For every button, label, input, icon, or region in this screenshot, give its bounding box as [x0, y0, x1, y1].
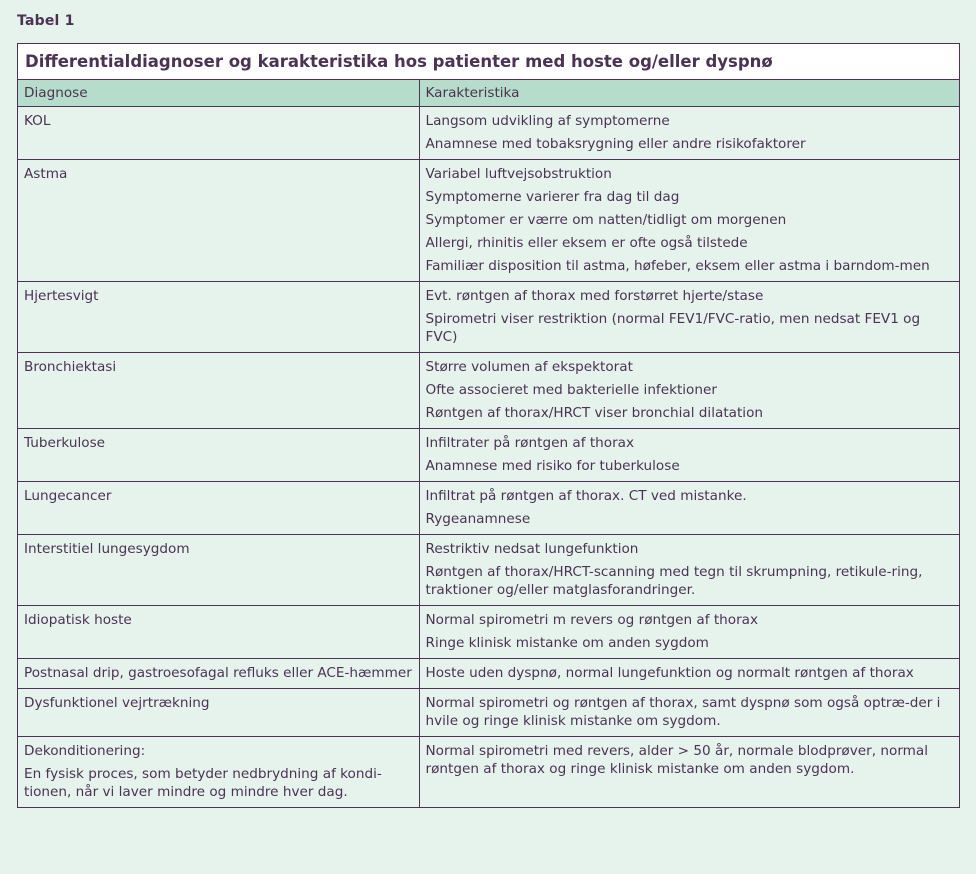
diagnose-cell	[18, 689, 419, 737]
table-row	[18, 659, 959, 689]
diagnose-cell	[18, 160, 419, 282]
table-row	[18, 482, 959, 535]
diagnose-name: Hjertesvigt	[24, 288, 99, 304]
karakteristika-cell	[419, 606, 959, 659]
diagnose-description: En fysisk proces, som betyder nedbrydning af kondi-tionen, når vi laver mindre og mindre hver dag.	[24, 766, 382, 800]
table-row	[18, 689, 959, 737]
diagnose-name: Lungecancer	[24, 488, 112, 504]
diagnose-name: Interstitiel lungesygdom	[24, 541, 190, 557]
karakteristika-item: Restriktiv nedsat lungefunktion	[425, 541, 639, 557]
diagnose-cell	[18, 429, 419, 482]
column-header-diagnose: Diagnose	[18, 80, 419, 107]
table-label: Tabel 1	[17, 13, 75, 29]
karakteristika-cell	[419, 482, 959, 535]
column-header-karakteristika: Karakteristika	[419, 80, 959, 107]
diagnose-name: Postnasal drip, gastroesofagal refluks eller ACE-hæmmer	[24, 665, 412, 681]
karakteristika-item: Variabel luftvejsobstruktion	[425, 166, 612, 182]
diagnose-name: Bronchiektasi	[24, 359, 117, 375]
karakteristika-cell	[419, 659, 959, 689]
diagnose-cell	[18, 353, 419, 429]
diagnose-name: Tuberkulose	[24, 435, 106, 451]
karakteristika-item: Normal spirometri og røntgen af thorax, samt dyspnø som også optræ-der i hvile og ringe klinisk mistanke om sygdom.	[425, 695, 941, 729]
diagnose-cell	[18, 282, 419, 353]
table-row	[18, 737, 959, 808]
diagnose-cell	[18, 535, 419, 606]
karakteristika-item: Ringe klinisk mistanke om anden sygdom	[425, 635, 709, 651]
karakteristika-item: Langsom udvikling af symptomerne	[425, 113, 670, 129]
karakteristika-item: Normal spirometri med revers, alder > 50 år, normale blodprøver, normal røntgen af thorax og ringe klinisk mistanke om anden sygdom.	[425, 743, 929, 777]
karakteristika-item: Røntgen af thorax/HRCT viser bronchial dilatation	[425, 405, 764, 421]
karakteristika-cell	[419, 535, 959, 606]
karakteristika-item: Infiltrat på røntgen af thorax. CT ved mistanke.	[425, 488, 747, 504]
table-row	[18, 535, 959, 606]
karakteristika-item: Hoste uden dyspnø, normal lungefunktion og normalt røntgen af thorax	[425, 665, 914, 681]
table-row	[18, 160, 959, 282]
karakteristika-item: Spirometri viser restriktion (normal FEV1/FVC-ratio, men nedsat FEV1 og FVC)	[425, 311, 921, 345]
diagnose-cell	[18, 606, 419, 659]
karakteristika-item: Ofte associeret med bakterielle infektioner	[425, 382, 717, 398]
karakteristika-cell	[419, 737, 959, 808]
karakteristika-item: Infiltrater på røntgen af thorax	[425, 435, 635, 451]
karakteristika-cell	[419, 353, 959, 429]
karakteristika-cell	[419, 429, 959, 482]
karakteristika-cell	[419, 689, 959, 737]
header-row	[18, 80, 959, 107]
diagnose-name: Idiopatisk hoste	[24, 612, 132, 628]
differential-diagnosis-table	[17, 43, 960, 808]
karakteristika-item: Evt. røntgen af thorax med forstørret hjerte/stase	[425, 288, 764, 304]
diagnose-name: Dekonditionering:	[24, 743, 146, 759]
karakteristika-item: Normal spirometri m revers og røntgen af thorax	[425, 612, 759, 628]
table-row	[18, 107, 959, 160]
karakteristika-item: Symptomerne varierer fra dag til dag	[425, 189, 680, 205]
karakteristika-item: Allergi, rhinitis eller eksem er ofte også tilstede	[425, 235, 748, 251]
diagnose-name: Dysfunktionel vejrtrækning	[24, 695, 210, 711]
table-row	[18, 282, 959, 353]
karakteristika-item: Rygeanamnese	[425, 511, 531, 527]
table-caption: Differentialdiagnoser og karakteristika hos patienter med hoste og/eller dyspnø	[18, 44, 959, 80]
table-row	[18, 353, 959, 429]
karakteristika-item: Anamnese med tobaksrygning eller andre risikofaktorer	[425, 136, 806, 152]
karakteristika-item: Større volumen af ekspektorat	[425, 359, 633, 375]
table-row	[18, 606, 959, 659]
diagnose-name: Astma	[24, 166, 68, 182]
diagnose-cell	[18, 107, 419, 160]
table-row	[18, 429, 959, 482]
diagnose-cell	[18, 737, 419, 808]
karakteristika-cell	[419, 282, 959, 353]
diagnose-name: KOL	[24, 113, 51, 129]
karakteristika-item: Familiær disposition til astma, høfeber, eksem eller astma i barndom-men	[425, 258, 930, 274]
diagnose-cell	[18, 659, 419, 689]
table-body	[18, 80, 959, 807]
karakteristika-cell	[419, 160, 959, 282]
karakteristika-cell	[419, 107, 959, 160]
karakteristika-item: Symptomer er værre om natten/tidligt om morgenen	[425, 212, 787, 228]
karakteristika-item: Røntgen af thorax/HRCT-scanning med tegn til skrumpning, retikule-ring, traktioner og/eller matglasforandringer.	[425, 564, 923, 598]
diagnose-cell	[18, 482, 419, 535]
karakteristika-item: Anamnese med risiko for tuberkulose	[425, 458, 680, 474]
